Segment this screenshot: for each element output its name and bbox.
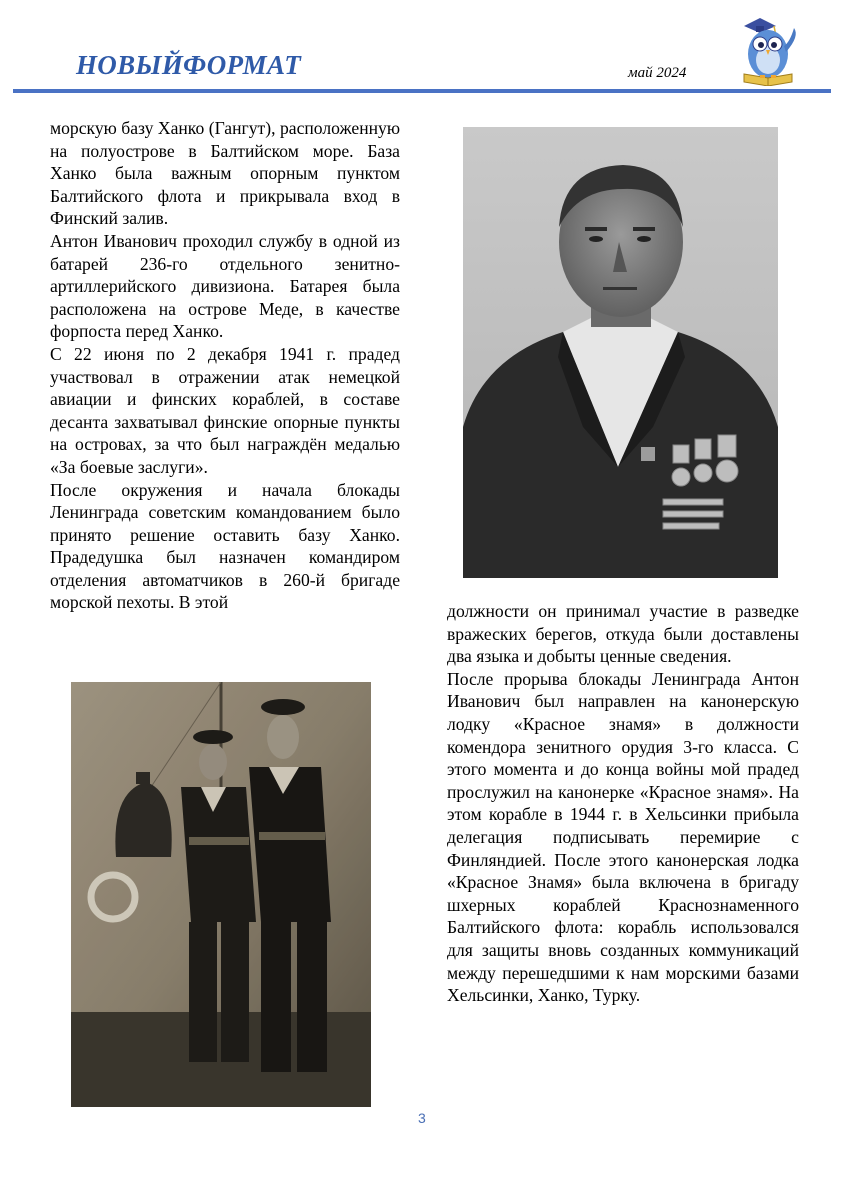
left-text-column	[50, 117, 400, 614]
owl-graduate-logo-icon	[738, 6, 804, 86]
right-text-column	[447, 600, 799, 1007]
portrait-photo	[463, 127, 778, 578]
paragraph: После прорыва блокады Ленинграда Антон Иванович был направлен на канонерскую лодку «Красное знамя» в должности комендора зенитного орудия 3-го класса. С этого момента и до конца войны мой прадед прослужил на канонерке «Красное знамя». На этом корабле в 1944 г. в Хельсинки прибыла делегация подписывать перемирие с Финляндией. После этого канонерская лодка «Красное Знамя» была включена в бригаду шхерных кораблей Краснознаменного Балтийского флота: корабль использовался для защиты вновь созданных коммуникаций между перешедшими к нам морскими базами Хельсинки, Ханко, Турку.	[447, 668, 799, 1006]
magazine-title: НОВЫЙФОРМАТ	[76, 50, 302, 80]
header-rule	[13, 89, 831, 93]
paragraph: После окружения и начала блокады Ленинграда советским командованием было принято решение оставить базу Ханко. Прадедушка был назначен командиром отделения автоматчиков в 260-й бригаде морской пехоты. В этой	[50, 479, 400, 613]
paragraph: должности он принимал участие в разведке вражеских берегов, откуда были доставлены два языка и добыты ценные сведения.	[447, 601, 799, 667]
paragraph: Антон Иванович проходил службу в одной из батарей 236-го отдельного зенитно-артиллерийского дивизиона. Батарея была расположена на острове Меде, в качестве форпоста перед Ханко.	[50, 230, 400, 342]
page-number: 3	[418, 1110, 426, 1126]
sailors-photo	[71, 682, 371, 1107]
paragraph: С 22 июня по 2 декабря 1941 г. прадед участвовал в отражении атак немецкой авиации и финских кораблей, в составе десанта захватывал финские опорные пункты на островах, за что был награждён медалью «За боевые заслуги».	[50, 343, 400, 477]
paragraph: морскую базу Ханко (Гангут), расположенную на полуострове в Балтийском море. База Ханко была важным опорным пунктом Балтийского флота и прикрывала вход в Финский залив.	[50, 118, 400, 229]
issue-date: май 2024	[628, 65, 687, 81]
